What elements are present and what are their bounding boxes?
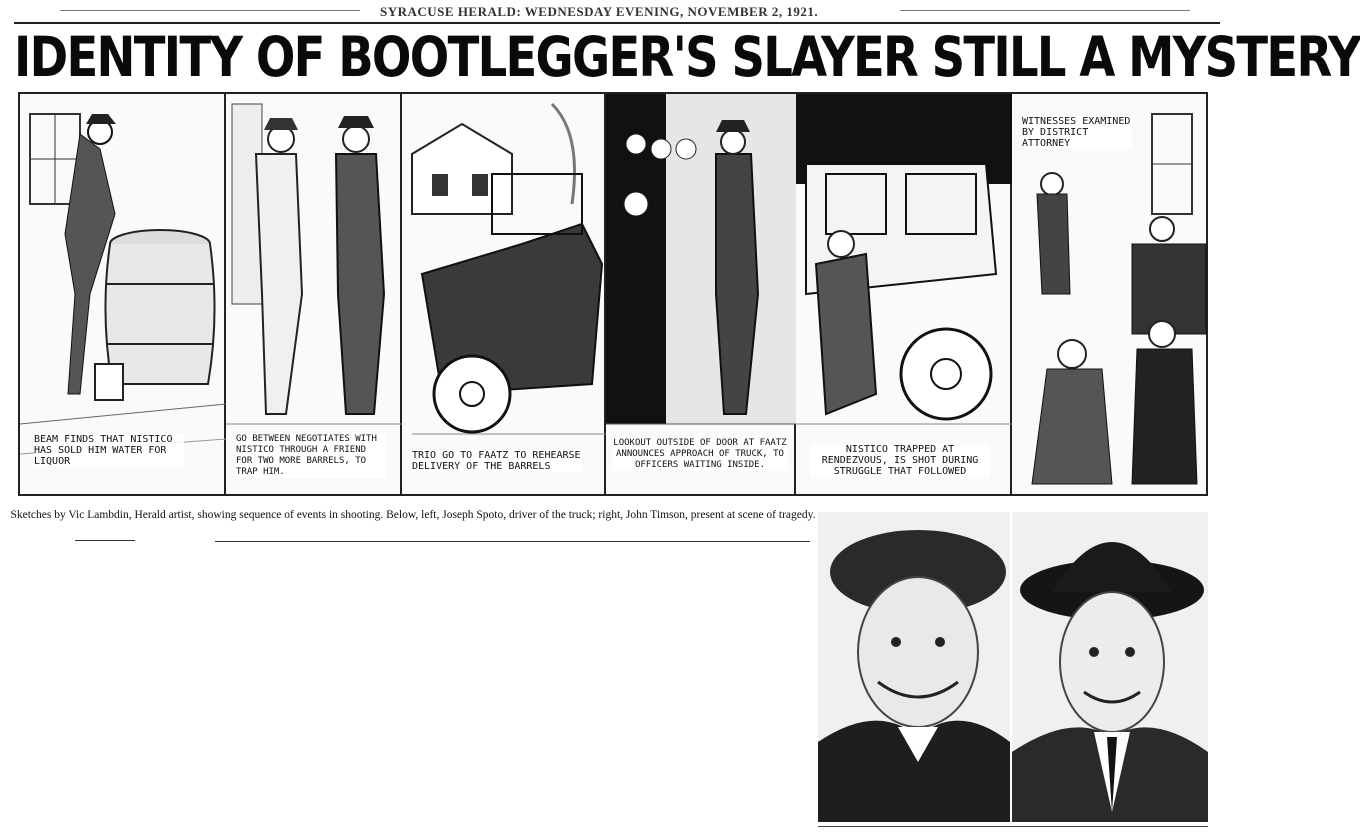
headline: IDENTITY OF BOOTLEGGER'S SLAYER STILL A MYSTERY [14, 25, 1360, 89]
masthead-divider [14, 22, 1220, 24]
panel-caption-4: LOOKOUT OUTSIDE OF DOOR AT FAATZ ANNOUNCES APPROACH OF TRUCK, TO OFFICERS WAITING INSIDE. [613, 438, 787, 470]
bottom-rule [818, 826, 1208, 827]
courtroom-illustration [1012, 94, 1206, 494]
sketch-strip [18, 92, 1208, 496]
sketch-panel-4 [606, 94, 796, 494]
panel-caption-3: TRIO GO TO FAATZ TO REHEARSE DELIVERY OF THE BARRELS [412, 450, 581, 472]
sketch-panel-5 [796, 94, 1012, 494]
credit-rule-long [215, 541, 810, 542]
credit-rule-short [75, 540, 135, 541]
portrait-man-hat-icon [1012, 512, 1208, 822]
panel-caption-2: GO BETWEEN NEGOTIATES WITH NISTICO THROUGH A FRIEND FOR TWO MORE BARRELS, TO TRAP HIM. [236, 434, 386, 478]
sketch-panel-6 [1012, 94, 1206, 494]
sketch-panel-1 [20, 94, 226, 494]
portrait-man-cap-icon [818, 512, 1010, 822]
portrait-right [1012, 512, 1208, 822]
masthead-dateline: SYRACUSE HERALD: WEDNESDAY EVENING, NOVEMBER 2, 1921. [380, 4, 819, 19]
portrait-left [818, 512, 1010, 822]
sketch-panel-3 [402, 94, 606, 494]
masthead-rule-left [60, 10, 360, 11]
photo-credit: Sketches by Vic Lambdin, Herald artist, showing sequence of events in shooting. Below, left, Joseph Spoto, driver of the truck; right, John Timson, present at scene of tragedy. [10, 509, 816, 521]
struggle-at-car-illustration [796, 94, 1012, 494]
masthead-rule-right [900, 10, 1190, 11]
car-house-illustration [402, 94, 606, 494]
panel-caption-1: BEAM FINDS THAT NISTICO HAS SOLD HIM WATER FOR LIQUOR [34, 434, 184, 467]
sketch-panel-2 [226, 94, 402, 494]
panel-caption-5: NISTICO TRAPPED AT RENDEZVOUS, IS SHOT DURING STRUGGLE THAT FOLLOWED [810, 444, 990, 477]
panel-caption-6: WITNESSES EXAMINED BY DISTRICT ATTORNEY [1022, 116, 1131, 149]
lookout-doorway-illustration [606, 94, 796, 494]
